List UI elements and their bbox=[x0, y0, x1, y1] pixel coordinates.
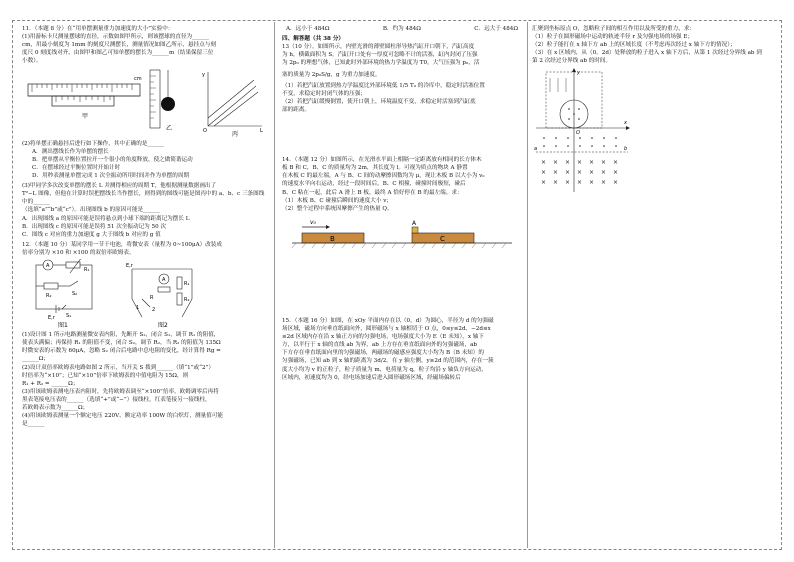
text-line: 为 2p₀ 的理想气体，已知此时外部环境的热力学温度为 T0，大气压强为 p₀，活 bbox=[282, 60, 480, 67]
text-line: 匀强磁场，已知 ab 到 x 轴的距离为 3d/2。在 y 轴左侧，y≥2d 的范围内，存在一簇 bbox=[282, 358, 494, 365]
text-line: 部的距离。 bbox=[282, 106, 310, 113]
text-line: 第 2 次经过分界线 ab 的时间。 bbox=[532, 58, 612, 65]
resistor-r1-label-fig2: R₁ bbox=[184, 281, 190, 288]
svg-text:×: × bbox=[589, 178, 595, 186]
option-a: A．远小于 484Ω bbox=[286, 26, 330, 32]
text-line: (1)用游标卡尺测量摆球的直径，示数如图甲所示，则该摆球的直径为______ bbox=[22, 34, 209, 41]
svg-text:×: × bbox=[577, 178, 583, 186]
pendulum-ball bbox=[161, 97, 175, 111]
question-15-continued bbox=[532, 25, 776, 66]
y-arrow-icon bbox=[572, 68, 576, 72]
text-line: 使表头满偏；再保持 R₁ 的阻值不变，闭合 S₂，调节 R₂，当 R₂ 的阻值为 135Ω bbox=[22, 340, 221, 347]
text-line: 不变，求稳定时封闭气体的压强； bbox=[282, 90, 366, 97]
text-line: 11．（本题 8 分）在“用单摆测量重力加速度的大小”实验中： bbox=[22, 26, 174, 32]
block-a-label: A bbox=[412, 219, 417, 227]
question-12-body bbox=[22, 331, 266, 428]
text-line: （2）若把汽缸缓慢倒置，使开口朝上，环境温度不变，求稳定时活塞到汽缸底 bbox=[282, 98, 476, 105]
svg-text:×: × bbox=[613, 158, 619, 166]
text-line: (2)将单摆正确悬挂后进行如下操作，其中正确的是______ bbox=[22, 140, 165, 147]
text-line: 倍率分别为 ×10 和 ×100 的双倍率欧姆表。 bbox=[22, 249, 135, 256]
battery-label: E,r bbox=[48, 315, 55, 322]
text-line: 方，以平行于 x 轴的直线 ab 为界，ab 上方存在垂直纸面向外的匀强磁场，ab bbox=[282, 342, 478, 349]
text-line: （1）粒子在圆形磁场中运动的轨迹半径 r 及匀强电场的场强 E； bbox=[532, 34, 694, 41]
text-line: 黑表笔接电压表的______（选填“+”或“−”）接线柱，红表笔接另一接线柱， bbox=[22, 396, 211, 403]
arrow-head-icon bbox=[326, 225, 330, 229]
text-line: 汇聚到坐标原点 O，忽略粒子间的相互作用以及所受的重力，求： bbox=[532, 26, 695, 32]
column-left bbox=[22, 25, 266, 545]
caliper-unit-label: cm bbox=[134, 75, 142, 82]
text-line: 下方存在垂直纸面向里的匀强磁场，两磁场的磁感应强度大小均为 B（B 未知）的 bbox=[282, 350, 484, 357]
figure-caption-bing: 丙 bbox=[232, 130, 239, 138]
text-line: （2）粒子能打在 x 轴下方 ab 上的区域长度（不考虑再次经过 x 轴下方的情况）； bbox=[532, 42, 736, 49]
option-c: C．远大于 484Ω bbox=[474, 26, 518, 32]
figure-boards bbox=[282, 215, 522, 255]
column-divider bbox=[274, 22, 275, 548]
svg-text:×: × bbox=[601, 178, 607, 186]
text-line: (1)设计图 1 所示电路测量微安表内阻，先断开 S₂，闭合 S₁，调节 R₁ 的阻值， bbox=[22, 332, 220, 339]
text-line: 14．（本题 12 分）如图所示，在光滑水平面上相隔一定距离放有相同的长方体木 bbox=[282, 157, 482, 164]
text-line: ______Ω； bbox=[22, 356, 50, 363]
question-13 bbox=[282, 43, 522, 114]
svg-text:×: × bbox=[565, 178, 571, 186]
velocity-label: v₀ bbox=[310, 218, 316, 226]
option-line: A．出现图线 a 的原因可能是误将悬点到小球下端的距离记为摆长 L bbox=[22, 215, 190, 222]
text-line: ≤2d 区域内存在沿 x 轴正方向的匀强电场，电场强度大小为 E（E 未知），x 轴下 bbox=[282, 334, 484, 341]
graph-y-axis-label: y bbox=[202, 71, 205, 78]
text-line: （选填“a”“b”或“c”）。出现图线 b 的原因可能是______ bbox=[22, 207, 160, 214]
column-right bbox=[532, 25, 776, 545]
board-c-label: C bbox=[440, 234, 445, 243]
svg-text:×: × bbox=[565, 158, 571, 166]
question-11 bbox=[22, 25, 266, 66]
svg-text:×: × bbox=[589, 158, 595, 166]
option-line: C．图线 c 对应的重力加速度 g 大于图线 b 对应的 g 值 bbox=[22, 231, 161, 238]
switch-s1-label: S₁ bbox=[66, 313, 72, 320]
svg-text:×: × bbox=[601, 158, 607, 166]
graph-origin-label: O bbox=[203, 127, 207, 134]
text-line: (3)甲同学多次改变单摆的摆长 L 并测得相应的周期 T，他根据测量数据画出了 bbox=[22, 183, 217, 190]
option-line: B．出现图线 c 的原因可能是误将 51 次全振动记为 50 次 bbox=[22, 223, 167, 230]
svg-text:×: × bbox=[613, 168, 619, 176]
vernier-caliper-figure bbox=[28, 76, 142, 120]
svg-text:×: × bbox=[613, 178, 619, 186]
y-axis-label: y bbox=[577, 69, 580, 76]
option-line: D．用秒表测量单摆完成 1 次全振动所用时间并作为单摆的周期 bbox=[32, 172, 190, 179]
text-line: 时倍率为“×10”；已知“×10”倍率下欧姆表的中值电阻为 15Ω，则 bbox=[22, 372, 189, 379]
text-line: 度尺 0 刻度线对齐，由图甲和图乙可知单摆的摆长为______m（结果保留三位 bbox=[22, 50, 214, 57]
svg-text:×: × bbox=[577, 168, 583, 176]
x-axis-label: x bbox=[624, 119, 627, 126]
figure-pendulum-set bbox=[22, 68, 266, 138]
resistor-r-label-fig2: R bbox=[150, 295, 154, 302]
question-14 bbox=[282, 156, 522, 213]
ammeter-label: A bbox=[46, 263, 50, 270]
text-line: 区域内，初速度均为 0，经电场加速后进入圆形磁场区域，经磁场偏转后 bbox=[282, 374, 461, 381]
text-line: (3)用该欧姆表测电压表内阻时，先将欧姆表调至“×100”倍率，欧姆调零后再将 bbox=[22, 388, 219, 395]
ruler-pendulum-figure bbox=[150, 70, 175, 132]
battery-label-fig2: E,r bbox=[126, 263, 133, 270]
field-arrows bbox=[550, 78, 566, 92]
switch-pos-1-label: 1 bbox=[136, 305, 140, 312]
text-line: （3）在 x 区域内，从（0，2d）处释放的粒子进入 x 轴下方后，从第 1 次经过分界线 ab 到 bbox=[532, 50, 762, 57]
section-title: 四、解答题（共 38 分） bbox=[282, 36, 345, 43]
options-row bbox=[282, 25, 522, 33]
text-line: B、C 粘在一起，此后 A 滑上 B 板，最终 A 恰好停在 B 的最左端。求： bbox=[282, 189, 463, 196]
svg-text:×: × bbox=[553, 168, 559, 176]
figure-caption-2: 图2 bbox=[158, 322, 168, 330]
ground-hatching bbox=[292, 243, 506, 248]
svg-text:×: × bbox=[589, 168, 595, 176]
question-11-part-3 bbox=[22, 182, 266, 239]
svg-text:×: × bbox=[577, 158, 583, 166]
graph-x-axis-label: L bbox=[260, 127, 263, 134]
option-b: B．约为 484Ω bbox=[382, 26, 421, 32]
option-line: B．把单摆从平衡位置拉开一个很小的角度释放，使之做简谐运动 bbox=[32, 156, 193, 163]
svg-text:×: × bbox=[541, 168, 547, 176]
svg-text:×: × bbox=[553, 178, 559, 186]
text-line: 15．（本题 16 分）如图，在 xOy 平面内存在以（0，d）为圆心，半径为 d 的匀强磁 bbox=[282, 317, 494, 324]
field-in-region bbox=[541, 159, 618, 186]
text-line: cm，用最小刻度为 1mm 的刻度尺测摆长，测量情况如图乙所示，悬挂点与刻 bbox=[22, 42, 216, 49]
column-middle bbox=[282, 25, 522, 545]
text-line: 小数）。 bbox=[22, 58, 42, 65]
question-12 bbox=[22, 241, 266, 257]
option-line: A．测出摆线长作为单摆的摆长 bbox=[32, 148, 109, 155]
figure-caption-yi: 乙 bbox=[166, 124, 173, 132]
resistor-r2-label-fig2: R₂ bbox=[184, 297, 190, 304]
text-line: T²−L 图像，但他在计算时误把摆线长当作摆长，则得到的图线可能是图丙中的 a、b、c 三条图线中的______ bbox=[22, 191, 265, 206]
text-line: 若欧姆表示数为______Ω； bbox=[22, 405, 89, 412]
figure-magnetic-field bbox=[532, 68, 776, 198]
ammeter-label-fig2: A bbox=[162, 277, 166, 284]
figure-circuits bbox=[22, 259, 266, 329]
option-line: C．在摆球经过平衡位置时开始计时 bbox=[32, 164, 121, 171]
text-line: 12．（本题 10 分）某同学用一节干电池，将微安表（量程为 0~100μA）改装成 bbox=[22, 241, 222, 248]
t2-l-graph-figure bbox=[202, 72, 263, 138]
text-line: 在木板 C 的最左端，A 与 B、C 间的动摩擦因数均为 μ，现让木板 B 以大小为 v₀ bbox=[282, 173, 485, 180]
column-divider bbox=[527, 22, 528, 548]
text-line: 场区域，磁场方向垂直纸面向外，圆形磁场与 x 轴相切于 O 点，0≤y≤2d、−2d≤x bbox=[282, 325, 491, 332]
text-line: （2）整个过程中系统因摩擦产生的热量 Q。 bbox=[282, 205, 393, 212]
text-line: 13（10 分）。如图所示，内壁光滑的薄壁圆柱形导热汽缸开口朝下，汽缸高度 bbox=[282, 44, 475, 51]
question-15 bbox=[282, 317, 522, 382]
switch-pos-2-label: 2 bbox=[152, 307, 156, 314]
text-line: 板 B 和 C，B、C 的质量均为 2m，其长度为 l。可视为质点的物块 A 静置 bbox=[282, 165, 468, 172]
text-line: 的速度水平向右运动，经过一段时间后，B、C 相撞，碰撞时间极短，碰后 bbox=[282, 181, 466, 188]
text-line: 时微安表的示数为 60μA，忽略 S₂ 闭合后电路中总电阻的变化，经计算得 Rg = bbox=[22, 348, 221, 355]
resistor-r2-label: R₂ bbox=[46, 293, 52, 300]
svg-text:×: × bbox=[541, 178, 547, 186]
question-11-part-2 bbox=[22, 140, 266, 181]
text-line: 是______ bbox=[22, 421, 45, 428]
text-line: R₁ + R₂ = ______Ω； bbox=[22, 380, 79, 387]
switch-s2-label: S₂ bbox=[72, 291, 78, 298]
text-line: (2)设计双倍率欧姆表电路如图 2 所示，当开关 S 拨到______（填“1”或“2”） bbox=[22, 364, 215, 371]
text-line: (4)用该欧姆表测量一个额定电压 220V、额定功率 100W 的白炽灯，测量值可能 bbox=[22, 413, 224, 420]
figure-caption-1: 图1 bbox=[58, 322, 68, 330]
svg-text:×: × bbox=[601, 168, 607, 176]
text-line: （1）若把汽缸放置到热力学温度比外部环境低 1/5 T₀ 的冷库中，稳定时活塞位置 bbox=[282, 82, 485, 89]
boundary-label-a: a bbox=[534, 145, 538, 152]
svg-text:×: × bbox=[553, 158, 559, 166]
svg-text:×: × bbox=[541, 158, 547, 166]
text-line: 塞的质量为 2p₀S/g，g 为重力加速度。 bbox=[282, 71, 381, 78]
field-out-region bbox=[543, 137, 617, 147]
figure-caption-jia: 甲 bbox=[82, 112, 89, 120]
block-a bbox=[412, 227, 418, 233]
resistor-r1-label: R₁ bbox=[84, 267, 90, 274]
svg-text:×: × bbox=[565, 168, 571, 176]
x-arrow-icon bbox=[626, 126, 630, 130]
answer-space bbox=[282, 114, 522, 156]
text-line: （1）木板 B、C 碰撞后瞬间的速度大小 v； bbox=[282, 197, 392, 204]
board-b-label: B bbox=[330, 234, 335, 243]
text-line: 度大小均为 v 的正粒子，粒子质量为 m，电荷量为 q，粒子均沿 y 轴负方向运动， bbox=[282, 366, 487, 373]
text-line: 为 h，横截面积为 S。汽缸开口处有一厚度可忽略不计的活塞，缸内封闭了压强 bbox=[282, 52, 478, 59]
boundary-label-b: b bbox=[624, 145, 628, 152]
answer-space bbox=[282, 257, 522, 317]
origin-label: O bbox=[576, 129, 580, 136]
